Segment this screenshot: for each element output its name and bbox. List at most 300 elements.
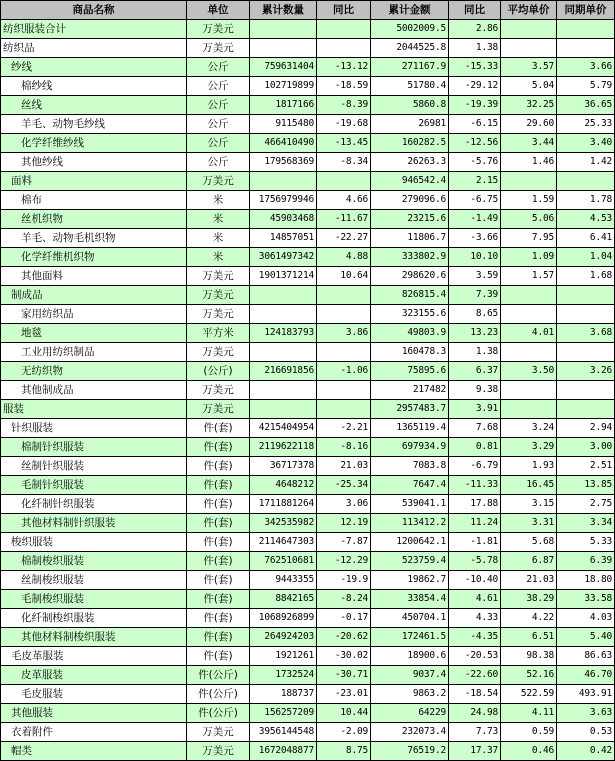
cell-cumulative-amount: 113412.2 <box>371 514 449 533</box>
cell-cumulative-quantity: 762510681 <box>250 552 317 571</box>
cell-average-price: 3.29 <box>501 438 557 457</box>
cell-cumulative-quantity: 2114647303 <box>250 533 317 552</box>
cell-average-price: 3.50 <box>501 362 557 381</box>
cell-unit: 件(套) <box>187 457 250 476</box>
cell-cumulative-quantity: 2119622118 <box>250 438 317 457</box>
cell-product-name: 棉布 <box>1 191 187 210</box>
cell-previous-price: 2.51 <box>557 457 615 476</box>
cell-average-price: 5.68 <box>501 533 557 552</box>
cell-quantity-yoy: 4.66 <box>317 191 371 210</box>
cell-product-name: 丝制梭织服装 <box>1 571 187 590</box>
cell-previous-price: 13.85 <box>557 476 615 495</box>
cell-cumulative-amount: 232073.4 <box>371 723 449 742</box>
table-row[interactable] <box>1 96 615 115</box>
cell-cumulative-quantity: 156257209 <box>250 704 317 723</box>
header-product-name[interactable]: 商品名称 <box>1 1 187 20</box>
header-cumulative-quantity[interactable]: 累计数量 <box>250 1 317 20</box>
cell-cumulative-amount: 160478.3 <box>371 343 449 362</box>
table-row[interactable] <box>1 457 615 476</box>
cell-previous-price <box>557 286 615 305</box>
table-row[interactable] <box>1 115 615 134</box>
cell-amount-yoy: 2.86 <box>449 20 501 39</box>
cell-cumulative-amount: 172461.5 <box>371 628 449 647</box>
cell-amount-yoy: 4.61 <box>449 590 501 609</box>
cell-average-price <box>501 39 557 58</box>
cell-previous-price <box>557 305 615 324</box>
cell-product-name: 针织服装 <box>1 419 187 438</box>
cell-previous-price: 1.42 <box>557 153 615 172</box>
table-row[interactable] <box>1 571 615 590</box>
table-row[interactable] <box>1 267 615 286</box>
cell-previous-price: 2.75 <box>557 495 615 514</box>
cell-previous-price: 3.40 <box>557 134 615 153</box>
header-previous-price[interactable]: 同期单价 <box>557 1 615 20</box>
cell-cumulative-quantity <box>250 39 317 58</box>
cell-product-name: 毛制针织服装 <box>1 476 187 495</box>
cell-average-price: 3.31 <box>501 514 557 533</box>
cell-average-price: 4.01 <box>501 324 557 343</box>
cell-amount-yoy: -1.49 <box>449 210 501 229</box>
cell-amount-yoy: 9.38 <box>449 381 501 400</box>
cell-amount-yoy: -20.53 <box>449 647 501 666</box>
cell-quantity-yoy: -13.12 <box>317 58 371 77</box>
cell-amount-yoy: -10.40 <box>449 571 501 590</box>
table-row[interactable] <box>1 419 615 438</box>
cell-average-price: 5.06 <box>501 210 557 229</box>
cell-cumulative-quantity: 3061497342 <box>250 248 317 267</box>
cell-previous-price <box>557 20 615 39</box>
cell-cumulative-amount: 217482 <box>371 381 449 400</box>
table-row[interactable] <box>1 191 615 210</box>
cell-amount-yoy: 4.33 <box>449 609 501 628</box>
cell-unit: 件(套) <box>187 495 250 514</box>
cell-cumulative-quantity: 1921261 <box>250 647 317 666</box>
cell-cumulative-amount: 7083.8 <box>371 457 449 476</box>
cell-average-price: 4.22 <box>501 609 557 628</box>
table-row[interactable] <box>1 628 615 647</box>
table-row[interactable] <box>1 647 615 666</box>
cell-quantity-yoy <box>317 20 371 39</box>
cell-average-price: 1.09 <box>501 248 557 267</box>
cell-cumulative-amount: 18900.6 <box>371 647 449 666</box>
cell-average-price: 1.93 <box>501 457 557 476</box>
cell-quantity-yoy: -30.02 <box>317 647 371 666</box>
cell-unit: 平方米 <box>187 324 250 343</box>
cell-previous-price <box>557 39 615 58</box>
cell-amount-yoy: 1.38 <box>449 39 501 58</box>
table-row[interactable] <box>1 172 615 191</box>
cell-unit: 万美元 <box>187 20 250 39</box>
cell-average-price: 16.45 <box>501 476 557 495</box>
cell-unit: 件(套) <box>187 571 250 590</box>
cell-amount-yoy: 8.65 <box>449 305 501 324</box>
cell-product-name: 羊毛、动物毛机织物 <box>1 229 187 248</box>
cell-previous-price: 3.68 <box>557 324 615 343</box>
cell-quantity-yoy: -23.01 <box>317 685 371 704</box>
cell-product-name: 毛皮服装 <box>1 685 187 704</box>
cell-average-price: 98.38 <box>501 647 557 666</box>
cell-cumulative-amount: 7647.4 <box>371 476 449 495</box>
cell-cumulative-quantity: 1068926899 <box>250 609 317 628</box>
cell-average-price: 6.87 <box>501 552 557 571</box>
cell-product-name: 地毯 <box>1 324 187 343</box>
cell-average-price: 3.44 <box>501 134 557 153</box>
cell-previous-price: 5.40 <box>557 628 615 647</box>
cell-product-name: 皮革服装 <box>1 666 187 685</box>
cell-cumulative-quantity <box>250 286 317 305</box>
cell-product-name: 丝线 <box>1 96 187 115</box>
cell-quantity-yoy <box>317 400 371 419</box>
cell-cumulative-amount: 5002009.5 <box>371 20 449 39</box>
cell-previous-price: 33.58 <box>557 590 615 609</box>
cell-product-name: 化纤制针织服装 <box>1 495 187 514</box>
cell-quantity-yoy <box>317 343 371 362</box>
cell-product-name: 棉纱线 <box>1 77 187 96</box>
cell-amount-yoy: 17.88 <box>449 495 501 514</box>
cell-cumulative-quantity <box>250 172 317 191</box>
cell-previous-price: 18.80 <box>557 571 615 590</box>
header-row <box>1 1 615 20</box>
cell-cumulative-amount: 2957483.7 <box>371 400 449 419</box>
cell-cumulative-quantity: 1817166 <box>250 96 317 115</box>
table-row[interactable] <box>1 305 615 324</box>
cell-average-price: 1.46 <box>501 153 557 172</box>
cell-quantity-yoy: -8.16 <box>317 438 371 457</box>
cell-unit: 万美元 <box>187 723 250 742</box>
table-row[interactable] <box>1 39 615 58</box>
cell-cumulative-amount: 23215.6 <box>371 210 449 229</box>
cell-previous-price: 0.42 <box>557 742 615 761</box>
cell-unit: 万美元 <box>187 400 250 419</box>
cell-cumulative-quantity: 9443355 <box>250 571 317 590</box>
cell-cumulative-quantity <box>250 20 317 39</box>
cell-quantity-yoy: 21.03 <box>317 457 371 476</box>
cell-amount-yoy: 7.39 <box>449 286 501 305</box>
cell-amount-yoy: -1.81 <box>449 533 501 552</box>
cell-cumulative-amount: 450704.1 <box>371 609 449 628</box>
table-row[interactable] <box>1 704 615 723</box>
cell-amount-yoy: -11.33 <box>449 476 501 495</box>
cell-product-name: 丝机织物 <box>1 210 187 229</box>
cell-cumulative-amount: 1365119.4 <box>371 419 449 438</box>
cell-unit: 件(套) <box>187 514 250 533</box>
cell-unit: 件(公斤) <box>187 685 250 704</box>
cell-product-name: 棉制针织服装 <box>1 438 187 457</box>
cell-amount-yoy: -12.56 <box>449 134 501 153</box>
cell-cumulative-quantity: 188737 <box>250 685 317 704</box>
cell-previous-price: 3.34 <box>557 514 615 533</box>
cell-quantity-yoy: -25.34 <box>317 476 371 495</box>
cell-average-price <box>501 381 557 400</box>
cell-amount-yoy: -5.78 <box>449 552 501 571</box>
cell-cumulative-quantity: 1732524 <box>250 666 317 685</box>
cell-average-price <box>501 343 557 362</box>
cell-cumulative-quantity: 9115480 <box>250 115 317 134</box>
cell-unit: 米 <box>187 229 250 248</box>
cell-average-price: 29.60 <box>501 115 557 134</box>
cell-cumulative-quantity: 179568369 <box>250 153 317 172</box>
cell-unit: 万美元 <box>187 267 250 286</box>
table-row[interactable] <box>1 723 615 742</box>
cell-unit: 万美元 <box>187 381 250 400</box>
cell-cumulative-quantity: 3956144548 <box>250 723 317 742</box>
cell-average-price <box>501 20 557 39</box>
cell-amount-yoy: -6.15 <box>449 115 501 134</box>
cell-previous-price <box>557 172 615 191</box>
table-row[interactable] <box>1 685 615 704</box>
cell-unit: 件(套) <box>187 552 250 571</box>
cell-cumulative-quantity: 124183793 <box>250 324 317 343</box>
cell-quantity-yoy: -8.24 <box>317 590 371 609</box>
cell-cumulative-quantity: 8842165 <box>250 590 317 609</box>
cell-quantity-yoy <box>317 286 371 305</box>
cell-quantity-yoy: 4.88 <box>317 248 371 267</box>
cell-cumulative-quantity: 14857051 <box>250 229 317 248</box>
cell-unit: 米 <box>187 210 250 229</box>
table-row[interactable] <box>1 210 615 229</box>
table-row[interactable] <box>1 343 615 362</box>
cell-unit: 万美元 <box>187 343 250 362</box>
cell-cumulative-quantity: 216691856 <box>250 362 317 381</box>
cell-unit: 件(套) <box>187 628 250 647</box>
cell-quantity-yoy: 10.44 <box>317 704 371 723</box>
cell-average-price: 1.59 <box>501 191 557 210</box>
cell-previous-price: 3.66 <box>557 58 615 77</box>
cell-average-price: 0.59 <box>501 723 557 742</box>
cell-cumulative-amount: 279096.6 <box>371 191 449 210</box>
cell-cumulative-amount: 298620.6 <box>371 267 449 286</box>
table-row[interactable] <box>1 229 615 248</box>
cell-cumulative-amount: 539041.1 <box>371 495 449 514</box>
cell-product-name: 其他纱线 <box>1 153 187 172</box>
cell-quantity-yoy: -22.27 <box>317 229 371 248</box>
cell-quantity-yoy: -18.59 <box>317 77 371 96</box>
cell-amount-yoy: 11.24 <box>449 514 501 533</box>
table-row[interactable] <box>1 590 615 609</box>
cell-amount-yoy: -19.39 <box>449 96 501 115</box>
cell-amount-yoy: 1.38 <box>449 343 501 362</box>
cell-amount-yoy: 7.68 <box>449 419 501 438</box>
header-cumulative-amount[interactable]: 累计金额 <box>371 1 449 20</box>
cell-unit: 公斤 <box>187 58 250 77</box>
cell-amount-yoy: -3.66 <box>449 229 501 248</box>
cell-average-price: 522.59 <box>501 685 557 704</box>
cell-unit: 件(套) <box>187 533 250 552</box>
cell-cumulative-quantity: 36717378 <box>250 457 317 476</box>
header-unit[interactable]: 单位 <box>187 1 250 20</box>
cell-average-price: 38.29 <box>501 590 557 609</box>
cell-average-price: 6.51 <box>501 628 557 647</box>
table-row[interactable] <box>1 514 615 533</box>
cell-quantity-yoy: -19.68 <box>317 115 371 134</box>
cell-unit: 米 <box>187 191 250 210</box>
cell-product-name: 丝制针织服装 <box>1 457 187 476</box>
cell-product-name: 帽类 <box>1 742 187 761</box>
cell-previous-price: 1.04 <box>557 248 615 267</box>
cell-cumulative-amount: 26263.3 <box>371 153 449 172</box>
cell-unit: 公斤 <box>187 134 250 153</box>
cell-quantity-yoy: -2.09 <box>317 723 371 742</box>
table-row[interactable] <box>1 552 615 571</box>
cell-cumulative-quantity <box>250 305 317 324</box>
cell-cumulative-quantity: 264924203 <box>250 628 317 647</box>
cell-amount-yoy: 7.73 <box>449 723 501 742</box>
cell-previous-price: 493.91 <box>557 685 615 704</box>
cell-quantity-yoy <box>317 305 371 324</box>
cell-unit: 件(公斤) <box>187 704 250 723</box>
cell-unit: 公斤 <box>187 77 250 96</box>
cell-previous-price: 4.03 <box>557 609 615 628</box>
cell-product-name: 面料 <box>1 172 187 191</box>
cell-amount-yoy: 13.23 <box>449 324 501 343</box>
table-row[interactable] <box>1 400 615 419</box>
cell-cumulative-amount: 2044525.8 <box>371 39 449 58</box>
cell-amount-yoy: 17.37 <box>449 742 501 761</box>
cell-product-name: 其他材料制针织服装 <box>1 514 187 533</box>
table-row[interactable] <box>1 362 615 381</box>
cell-previous-price: 3.26 <box>557 362 615 381</box>
cell-amount-yoy: -29.12 <box>449 77 501 96</box>
cell-cumulative-amount: 323155.6 <box>371 305 449 324</box>
cell-product-name: 衣着附件 <box>1 723 187 742</box>
header-amount-yoy[interactable]: 同比 <box>449 1 501 20</box>
cell-average-price <box>501 400 557 419</box>
cell-product-name: 纱线 <box>1 58 187 77</box>
cell-quantity-yoy: 8.75 <box>317 742 371 761</box>
cell-cumulative-amount: 160282.5 <box>371 134 449 153</box>
cell-average-price <box>501 286 557 305</box>
cell-product-name: 无纺织物 <box>1 362 187 381</box>
cell-quantity-yoy: -12.29 <box>317 552 371 571</box>
cell-cumulative-quantity: 4648212 <box>250 476 317 495</box>
table-row[interactable] <box>1 20 615 39</box>
table-row[interactable] <box>1 286 615 305</box>
cell-product-name: 化学纤维机织物 <box>1 248 187 267</box>
cell-quantity-yoy: -2.21 <box>317 419 371 438</box>
cell-cumulative-amount: 9863.2 <box>371 685 449 704</box>
cell-unit: 万美元 <box>187 305 250 324</box>
cell-quantity-yoy <box>317 381 371 400</box>
cell-average-price: 32.25 <box>501 96 557 115</box>
cell-cumulative-quantity: 1901371214 <box>250 267 317 286</box>
table-body <box>1 20 615 761</box>
cell-average-price <box>501 305 557 324</box>
cell-quantity-yoy: -8.39 <box>317 96 371 115</box>
cell-quantity-yoy: -30.71 <box>317 666 371 685</box>
cell-product-name: 纺织服装合计 <box>1 20 187 39</box>
table-row[interactable] <box>1 77 615 96</box>
cell-previous-price <box>557 400 615 419</box>
cell-amount-yoy: 10.10 <box>449 248 501 267</box>
cell-product-name: 服装 <box>1 400 187 419</box>
cell-unit: 万美元 <box>187 172 250 191</box>
table-row[interactable] <box>1 742 615 761</box>
table-row[interactable] <box>1 381 615 400</box>
cell-unit: 公斤 <box>187 96 250 115</box>
cell-cumulative-amount: 51780.4 <box>371 77 449 96</box>
cell-quantity-yoy: 10.64 <box>317 267 371 286</box>
cell-previous-price: 36.65 <box>557 96 615 115</box>
cell-previous-price: 4.53 <box>557 210 615 229</box>
table-row[interactable] <box>1 248 615 267</box>
header-average-price[interactable]: 平均单价 <box>501 1 557 20</box>
cell-amount-yoy: 6.37 <box>449 362 501 381</box>
cell-quantity-yoy <box>317 39 371 58</box>
cell-product-name: 棉制梭织服装 <box>1 552 187 571</box>
cell-amount-yoy: -22.60 <box>449 666 501 685</box>
table-row[interactable] <box>1 476 615 495</box>
cell-quantity-yoy: 3.06 <box>317 495 371 514</box>
cell-product-name: 制成品 <box>1 286 187 305</box>
cell-quantity-yoy: -7.87 <box>317 533 371 552</box>
cell-cumulative-quantity <box>250 343 317 362</box>
table-row[interactable] <box>1 609 615 628</box>
table-row[interactable] <box>1 58 615 77</box>
cell-unit: 件(套) <box>187 590 250 609</box>
table-row[interactable] <box>1 438 615 457</box>
cell-previous-price: 5.33 <box>557 533 615 552</box>
cell-amount-yoy: -15.33 <box>449 58 501 77</box>
cell-unit: (公斤) <box>187 362 250 381</box>
cell-product-name: 其他材料制梭织服装 <box>1 628 187 647</box>
cell-unit: 件(公斤) <box>187 666 250 685</box>
cell-amount-yoy: 0.81 <box>449 438 501 457</box>
cell-unit: 万美元 <box>187 742 250 761</box>
cell-cumulative-quantity: 45903468 <box>250 210 317 229</box>
cell-amount-yoy: -5.76 <box>449 153 501 172</box>
table-row[interactable] <box>1 134 615 153</box>
cell-amount-yoy: -6.75 <box>449 191 501 210</box>
cell-cumulative-amount: 11806.7 <box>371 229 449 248</box>
table-row[interactable] <box>1 495 615 514</box>
cell-unit: 件(套) <box>187 438 250 457</box>
cell-previous-price: 1.78 <box>557 191 615 210</box>
cell-product-name: 羊毛、动物毛纱线 <box>1 115 187 134</box>
cell-cumulative-amount: 333802.9 <box>371 248 449 267</box>
cell-quantity-yoy: -11.67 <box>317 210 371 229</box>
cell-amount-yoy: 3.59 <box>449 267 501 286</box>
cell-average-price: 21.03 <box>501 571 557 590</box>
cell-average-price: 3.57 <box>501 58 557 77</box>
cell-previous-price: 86.63 <box>557 647 615 666</box>
cell-quantity-yoy: -0.17 <box>317 609 371 628</box>
table-row[interactable] <box>1 666 615 685</box>
cell-product-name: 毛制梭织服装 <box>1 590 187 609</box>
table-row[interactable] <box>1 533 615 552</box>
cell-quantity-yoy <box>317 172 371 191</box>
cell-quantity-yoy: -8.34 <box>317 153 371 172</box>
cell-amount-yoy: -6.79 <box>449 457 501 476</box>
table-row[interactable] <box>1 324 615 343</box>
cell-previous-price <box>557 381 615 400</box>
cell-amount-yoy: 2.15 <box>449 172 501 191</box>
cell-cumulative-quantity: 759631404 <box>250 58 317 77</box>
cell-cumulative-quantity: 1672048877 <box>250 742 317 761</box>
cell-previous-price: 6.41 <box>557 229 615 248</box>
cell-cumulative-amount: 523759.4 <box>371 552 449 571</box>
cell-previous-price: 25.33 <box>557 115 615 134</box>
header-quantity-yoy[interactable]: 同比 <box>317 1 371 20</box>
cell-previous-price: 1.68 <box>557 267 615 286</box>
cell-unit: 万美元 <box>187 286 250 305</box>
cell-product-name: 家用纺织品 <box>1 305 187 324</box>
cell-previous-price: 0.53 <box>557 723 615 742</box>
cell-unit: 件(套) <box>187 476 250 495</box>
cell-quantity-yoy: -19.9 <box>317 571 371 590</box>
cell-previous-price: 3.00 <box>557 438 615 457</box>
cell-average-price: 52.16 <box>501 666 557 685</box>
table-row[interactable] <box>1 153 615 172</box>
